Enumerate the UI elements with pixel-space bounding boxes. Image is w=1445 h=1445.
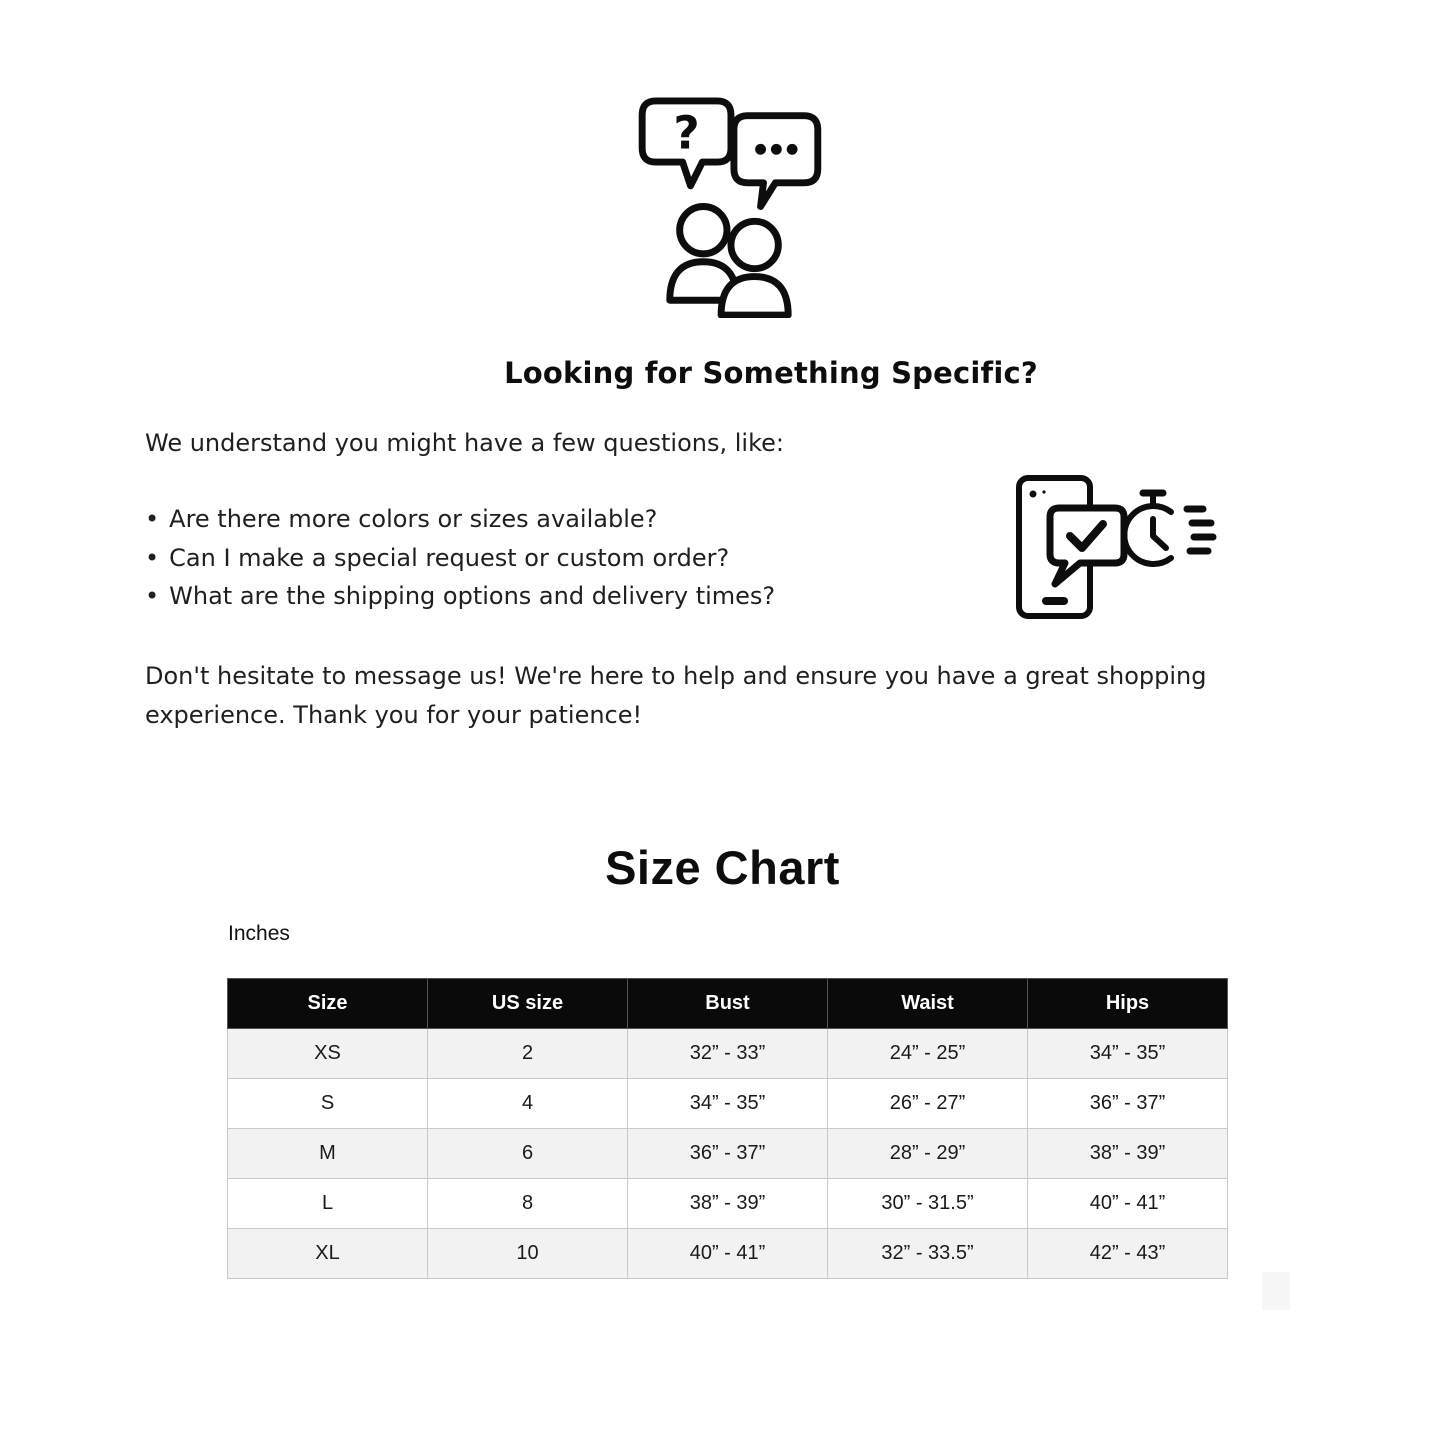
column-header: Waist — [828, 979, 1028, 1029]
table-cell: 24” - 25” — [828, 1029, 1028, 1079]
table-cell: L — [228, 1179, 428, 1229]
table-cell: 34” - 35” — [628, 1079, 828, 1129]
table-row — [228, 1079, 1228, 1129]
bullet-marker: • — [145, 543, 160, 572]
table-row — [228, 1229, 1228, 1279]
bullet-text: Are there more colors or sizes available? — [169, 505, 658, 533]
watermark-smudge — [1262, 1272, 1290, 1310]
column-header: Size — [228, 979, 428, 1029]
table-cell: XL — [228, 1229, 428, 1279]
table-cell: 32” - 33” — [628, 1029, 828, 1079]
list-item — [145, 539, 1005, 578]
list-item — [145, 500, 1005, 539]
table-cell: 8 — [428, 1179, 628, 1229]
list-item — [145, 577, 1005, 616]
table-cell: 6 — [428, 1129, 628, 1179]
intro-text: We understand you might have a few questions, like: — [145, 429, 784, 457]
table-cell: 36” - 37” — [628, 1129, 828, 1179]
svg-text:?: ? — [673, 106, 700, 160]
bullet-text: Can I make a special request or custom order? — [169, 543, 730, 572]
table-cell: 26” - 27” — [828, 1079, 1028, 1129]
table-cell: 32” - 33.5” — [828, 1229, 1028, 1279]
size-table-body — [228, 1029, 1228, 1279]
table-cell: 4 — [428, 1079, 628, 1129]
table-cell: 40” - 41” — [628, 1229, 828, 1279]
table-cell: 10 — [428, 1229, 628, 1279]
table-cell: 30” - 31.5” — [828, 1179, 1028, 1229]
size-chart-title: Size Chart — [605, 841, 840, 894]
phone-quick-reply-stopwatch-icon — [1003, 468, 1223, 628]
closing-text: Don't hesitate to message us! We're here to help and ensure you have a great shopping experience. Thank you for your patience! — [145, 662, 1207, 729]
table-cell: S — [228, 1079, 428, 1129]
bullet-text: What are the shipping options and delivery times? — [169, 582, 776, 610]
table-cell: 38” - 39” — [1028, 1129, 1228, 1179]
size-table-head — [228, 979, 1228, 1029]
help-heading: Looking for Something Specific? — [504, 356, 1038, 390]
size-table-header-row — [228, 979, 1228, 1029]
column-header: Bust — [628, 979, 828, 1029]
table-row — [228, 1129, 1228, 1179]
table-cell: 34” - 35” — [1028, 1029, 1228, 1079]
size-chart-table — [227, 978, 1228, 1279]
bullet-marker: • — [145, 582, 160, 610]
table-cell: XS — [228, 1029, 428, 1079]
table-cell: 42” - 43” — [1028, 1229, 1228, 1279]
column-header: US size — [428, 979, 628, 1029]
table-cell: 28” - 29” — [828, 1129, 1028, 1179]
table-cell: M — [228, 1129, 428, 1179]
chat-question-people-icon — [628, 96, 828, 318]
table-cell: 36” - 37” — [1028, 1079, 1228, 1129]
bullet-marker: • — [145, 505, 160, 533]
table-cell: 2 — [428, 1029, 628, 1079]
table-row — [228, 1179, 1228, 1229]
table-cell: 40” - 41” — [1028, 1179, 1228, 1229]
bullet-list — [145, 500, 1005, 616]
table-row — [228, 1029, 1228, 1079]
table-cell: 38” - 39” — [628, 1179, 828, 1229]
column-header: Hips — [1028, 979, 1228, 1029]
units-label: Inches — [228, 922, 290, 945]
